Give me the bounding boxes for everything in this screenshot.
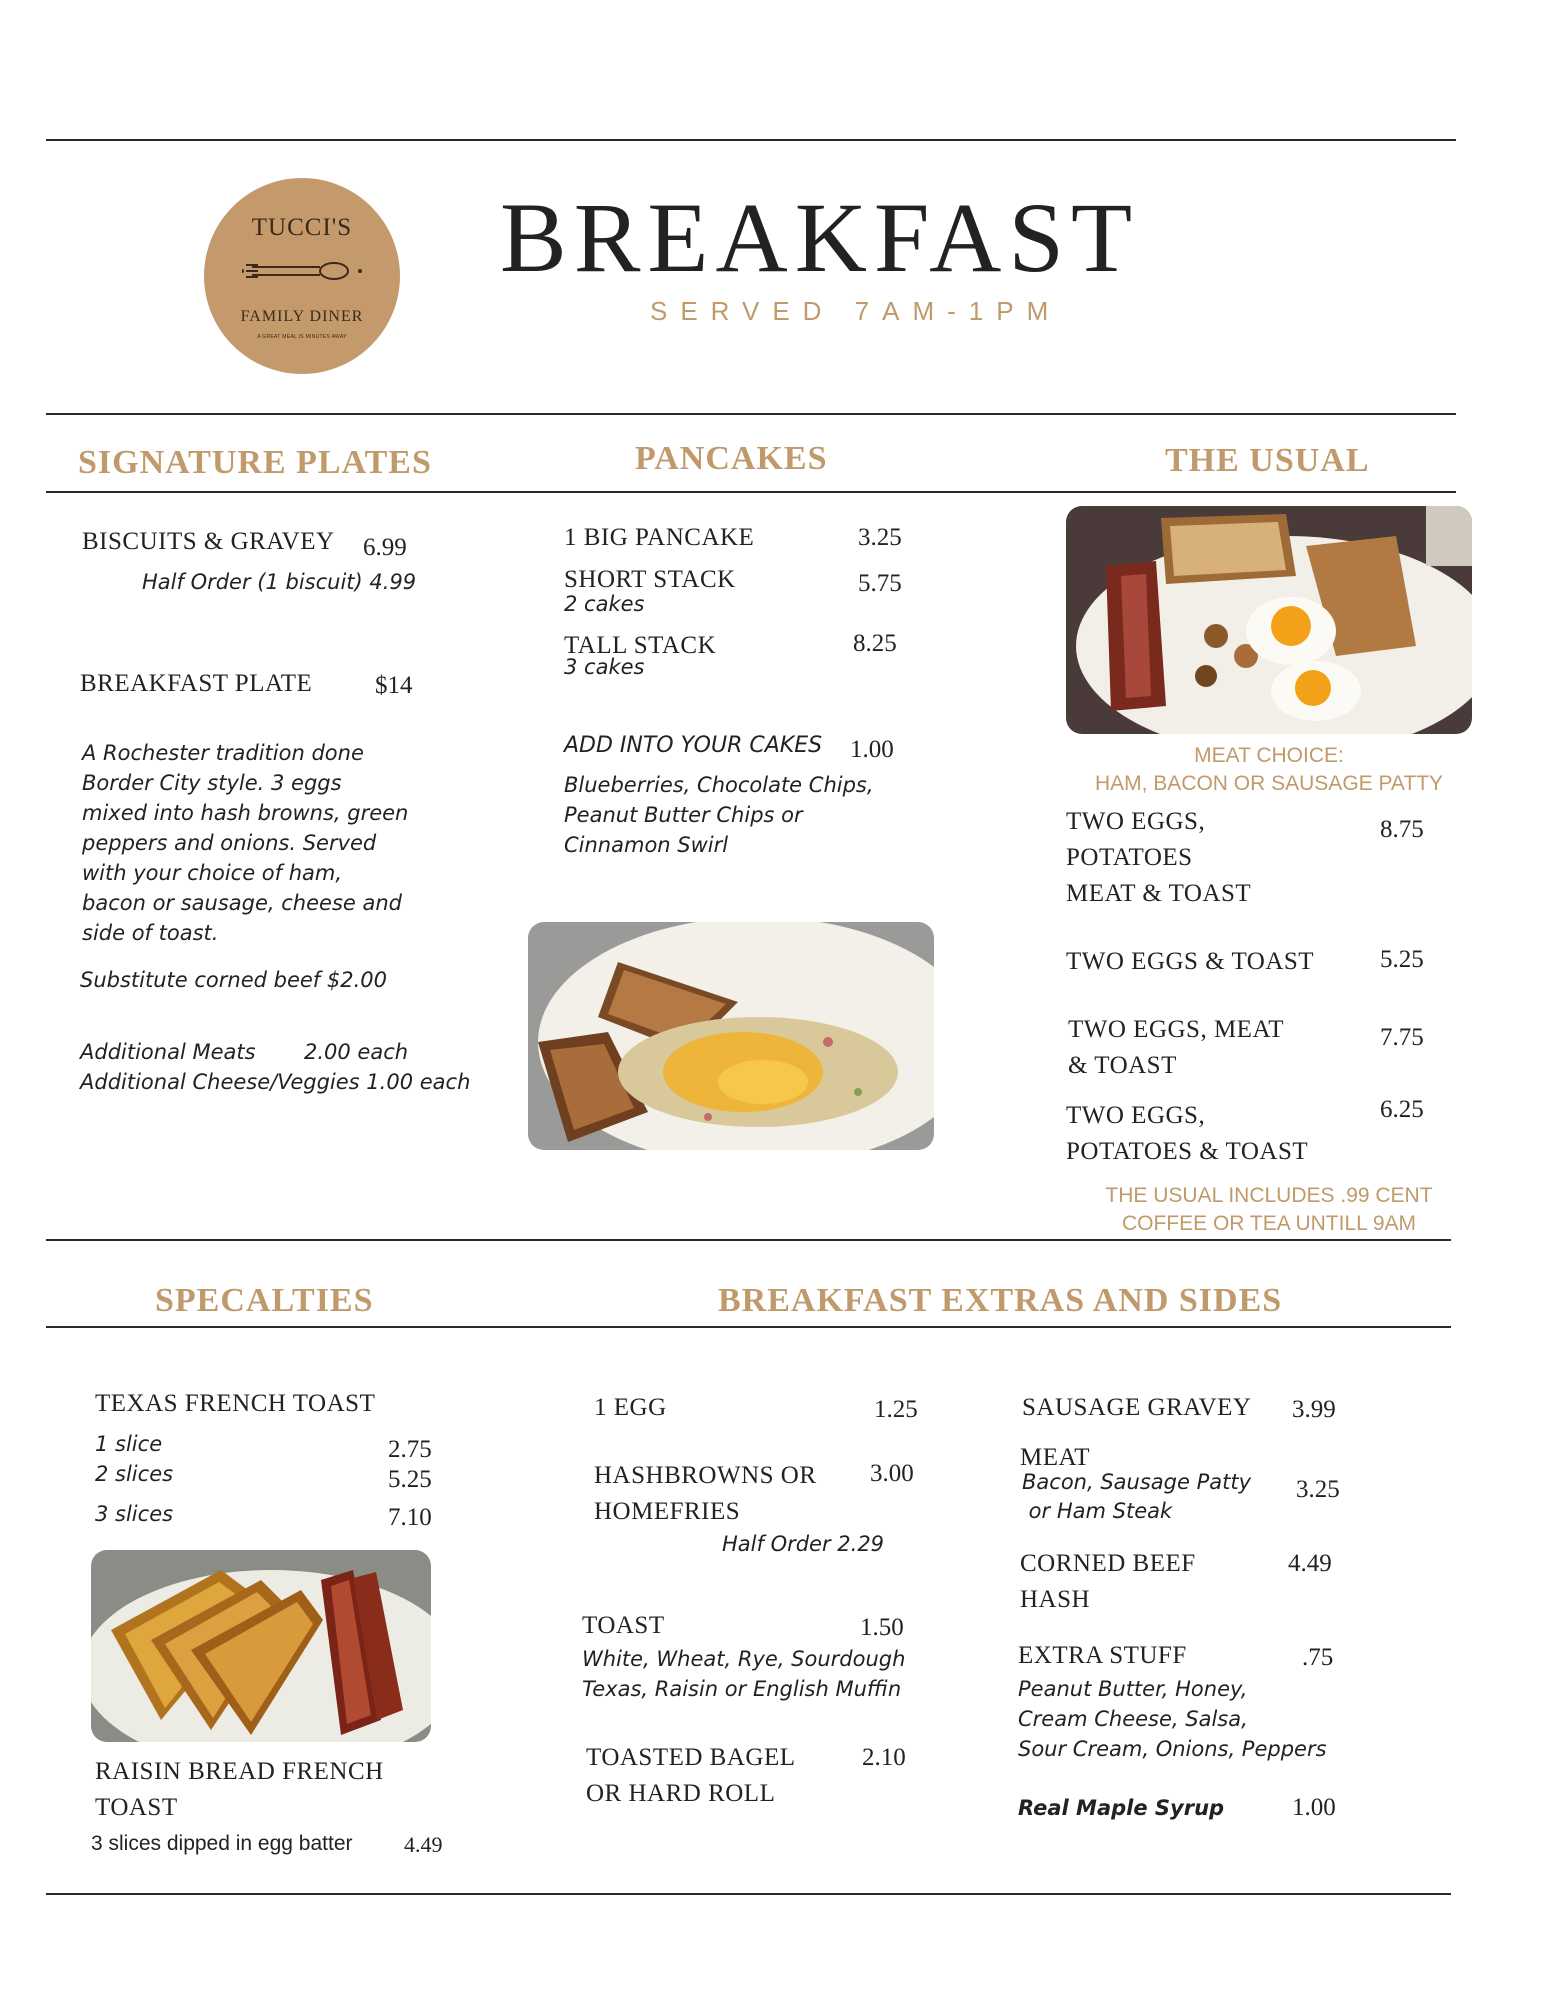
- item-real-maple-syrup: Real Maple Syrup: [1018, 1796, 1225, 1820]
- extra-stuff-options: Peanut Butter, Honey, Cream Cheese, Salsa, Sour Cream, Onions, Peppers: [1018, 1677, 1327, 1761]
- item-toast: TOAST: [582, 1612, 665, 1639]
- heading-breakfast-extras: BREAKFAST EXTRAS AND SIDES: [718, 1282, 1283, 1319]
- item-short-stack: SHORT STACK: [564, 566, 736, 593]
- additional-meats-label: Additional Meats: [80, 1040, 256, 1064]
- item-toasted-bagel: TOASTED BAGEL OR HARD ROLL: [586, 1744, 796, 1807]
- price-toast: 1.50: [860, 1614, 904, 1641]
- price-texas-1-slice: 2.75: [388, 1436, 432, 1463]
- logo-tagline: A GREAT MEAL IS MINUTES AWAY: [257, 334, 347, 340]
- price-corned-beef-hash: 4.49: [1288, 1550, 1332, 1577]
- item-breakfast-plate: BREAKFAST PLATE: [80, 670, 313, 697]
- meat-choice-label: MEAT CHOICE:: [1194, 744, 1344, 767]
- add-into-cakes-options: Blueberries, Chocolate Chips, Peanut Butter Chips or Cinnamon Swirl: [564, 773, 874, 857]
- mid-rule-top: [46, 1239, 1451, 1241]
- price-breakfast-plate: $14: [375, 672, 413, 699]
- price-meat: 3.25: [1296, 1476, 1340, 1503]
- logo-subtitle: FAMILY DINER: [240, 308, 364, 325]
- price-texas-2-slices: 5.25: [388, 1466, 432, 1493]
- texas-option-2-slices: 2 slices: [95, 1462, 174, 1486]
- price-short-stack: 5.75: [858, 570, 902, 597]
- texas-option-3-slices: 3 slices: [95, 1502, 174, 1526]
- price-sausage-gravey: 3.99: [1292, 1396, 1336, 1423]
- heading-pancakes: PANCAKES: [635, 440, 828, 477]
- heading-specialties: SPECALTIES: [155, 1282, 374, 1319]
- section-rule-top: [46, 413, 1456, 415]
- meat-options: Bacon, Sausage Patty or Ham Steak: [1022, 1470, 1252, 1523]
- item-hashbrowns-homefries: HASHBROWNS OR HOMEFRIES: [594, 1462, 817, 1525]
- item-corned-beef-hash: CORNED BEEF HASH: [1020, 1550, 1196, 1613]
- top-rule: [46, 139, 1456, 141]
- price-biscuits-gravey: 6.99: [363, 534, 407, 561]
- usual-item-two-eggs-potatoes-toast: TWO EGGS, POTATOES & TOAST: [1066, 1102, 1309, 1165]
- french-toast-photo: [91, 1550, 431, 1742]
- short-stack-detail: 2 cakes: [564, 592, 645, 616]
- logo-name: TUCCI'S: [251, 214, 353, 241]
- price-1-egg: 1.25: [874, 1396, 918, 1423]
- usual-coffee-note-line2: COFFEE OR TEA UNTILL 9AM: [1121, 1212, 1417, 1235]
- item-tall-stack: TALL STACK: [564, 632, 717, 659]
- price-two-eggs-potatoes-meat: 8.75: [1380, 816, 1424, 843]
- section-rule-bottom: [46, 491, 1456, 493]
- price-two-eggs-meat-toast: 7.75: [1380, 1024, 1424, 1051]
- mid-rule-bottom: [46, 1326, 1451, 1328]
- additional-meats-price: 2.00 each: [304, 1040, 409, 1064]
- raisin-bread-description: 3 slices dipped in egg batter: [91, 1832, 353, 1855]
- price-texas-3-slices: 7.10: [388, 1504, 432, 1531]
- price-tall-stack: 8.25: [853, 630, 897, 657]
- item-sausage-gravey: SAUSAGE GRAVEY: [1022, 1394, 1252, 1421]
- price-big-pancake: 3.25: [858, 524, 902, 551]
- additional-cheese: Additional Cheese/Veggies 1.00 each: [80, 1070, 471, 1094]
- texas-option-1-slice: 1 slice: [95, 1432, 163, 1456]
- usual-coffee-note-line1: THE USUAL INCLUDES .99 CENT: [1105, 1184, 1433, 1207]
- page-subtitle: SERVED 7AM-1PM: [650, 296, 1062, 326]
- usual-item-two-eggs-toast: TWO EGGS & TOAST: [1066, 948, 1315, 975]
- tall-stack-detail: 3 cakes: [564, 655, 645, 679]
- heading-signature-plates: SIGNATURE PLATES: [78, 444, 432, 481]
- price-add-into-cakes: 1.00: [850, 736, 894, 763]
- item-1-egg: 1 EGG: [594, 1394, 667, 1421]
- toast-options: White, Wheat, Rye, Sourdough Texas, Raisin or English Muffin: [582, 1647, 906, 1701]
- usual-plate-photo: [1066, 506, 1472, 734]
- price-hashbrowns-homefries: 3.00: [870, 1460, 914, 1487]
- page-title: BREAKFAST: [500, 182, 1140, 293]
- breakfast-plate-photo: [528, 922, 934, 1150]
- meat-choice-options: HAM, BACON OR SAUSAGE PATTY: [1094, 772, 1444, 795]
- biscuits-half-order: Half Order (1 biscuit) 4.99: [142, 570, 417, 594]
- item-extra-stuff: EXTRA STUFF: [1018, 1642, 1187, 1669]
- price-extra-stuff: .75: [1302, 1644, 1334, 1671]
- diner-logo: [204, 178, 400, 374]
- item-big-pancake: 1 BIG PANCAKE: [564, 524, 755, 551]
- price-two-eggs-toast: 5.25: [1380, 946, 1424, 973]
- usual-item-two-eggs-meat-toast: TWO EGGS, MEAT & TOAST: [1068, 1016, 1285, 1079]
- bottom-rule: [46, 1893, 1451, 1895]
- substitute-corned-beef: Substitute corned beef $2.00: [80, 968, 387, 992]
- hashbrowns-half-order: Half Order 2.29: [722, 1532, 885, 1556]
- usual-item-two-eggs-potatoes-meat: TWO EGGS, POTATOES MEAT & TOAST: [1066, 808, 1252, 907]
- breakfast-plate-description: A Rochester tradition done Border City style. 3 eggs mixed into hash browns, green peppers and onions. Served with your choice of ham, bacon or sausage, cheese and side of toast.: [82, 741, 409, 945]
- item-biscuits-gravey: BISCUITS & GRAVEY: [82, 528, 335, 555]
- item-meat: MEAT: [1020, 1444, 1091, 1471]
- item-texas-french-toast: TEXAS FRENCH TOAST: [95, 1390, 376, 1417]
- price-real-maple-syrup: 1.00: [1292, 1794, 1336, 1821]
- price-raisin-bread-french-toast: 4.49: [404, 1832, 443, 1857]
- fork-spoon-icon: [242, 256, 362, 286]
- price-toasted-bagel: 2.10: [862, 1744, 906, 1771]
- add-into-cakes-label: ADD INTO YOUR CAKES: [564, 733, 823, 758]
- item-raisin-bread-french-toast: RAISIN BREAD FRENCH TOAST: [95, 1758, 384, 1821]
- heading-the-usual: THE USUAL: [1165, 442, 1370, 479]
- price-two-eggs-potatoes-toast: 6.25: [1380, 1096, 1424, 1123]
